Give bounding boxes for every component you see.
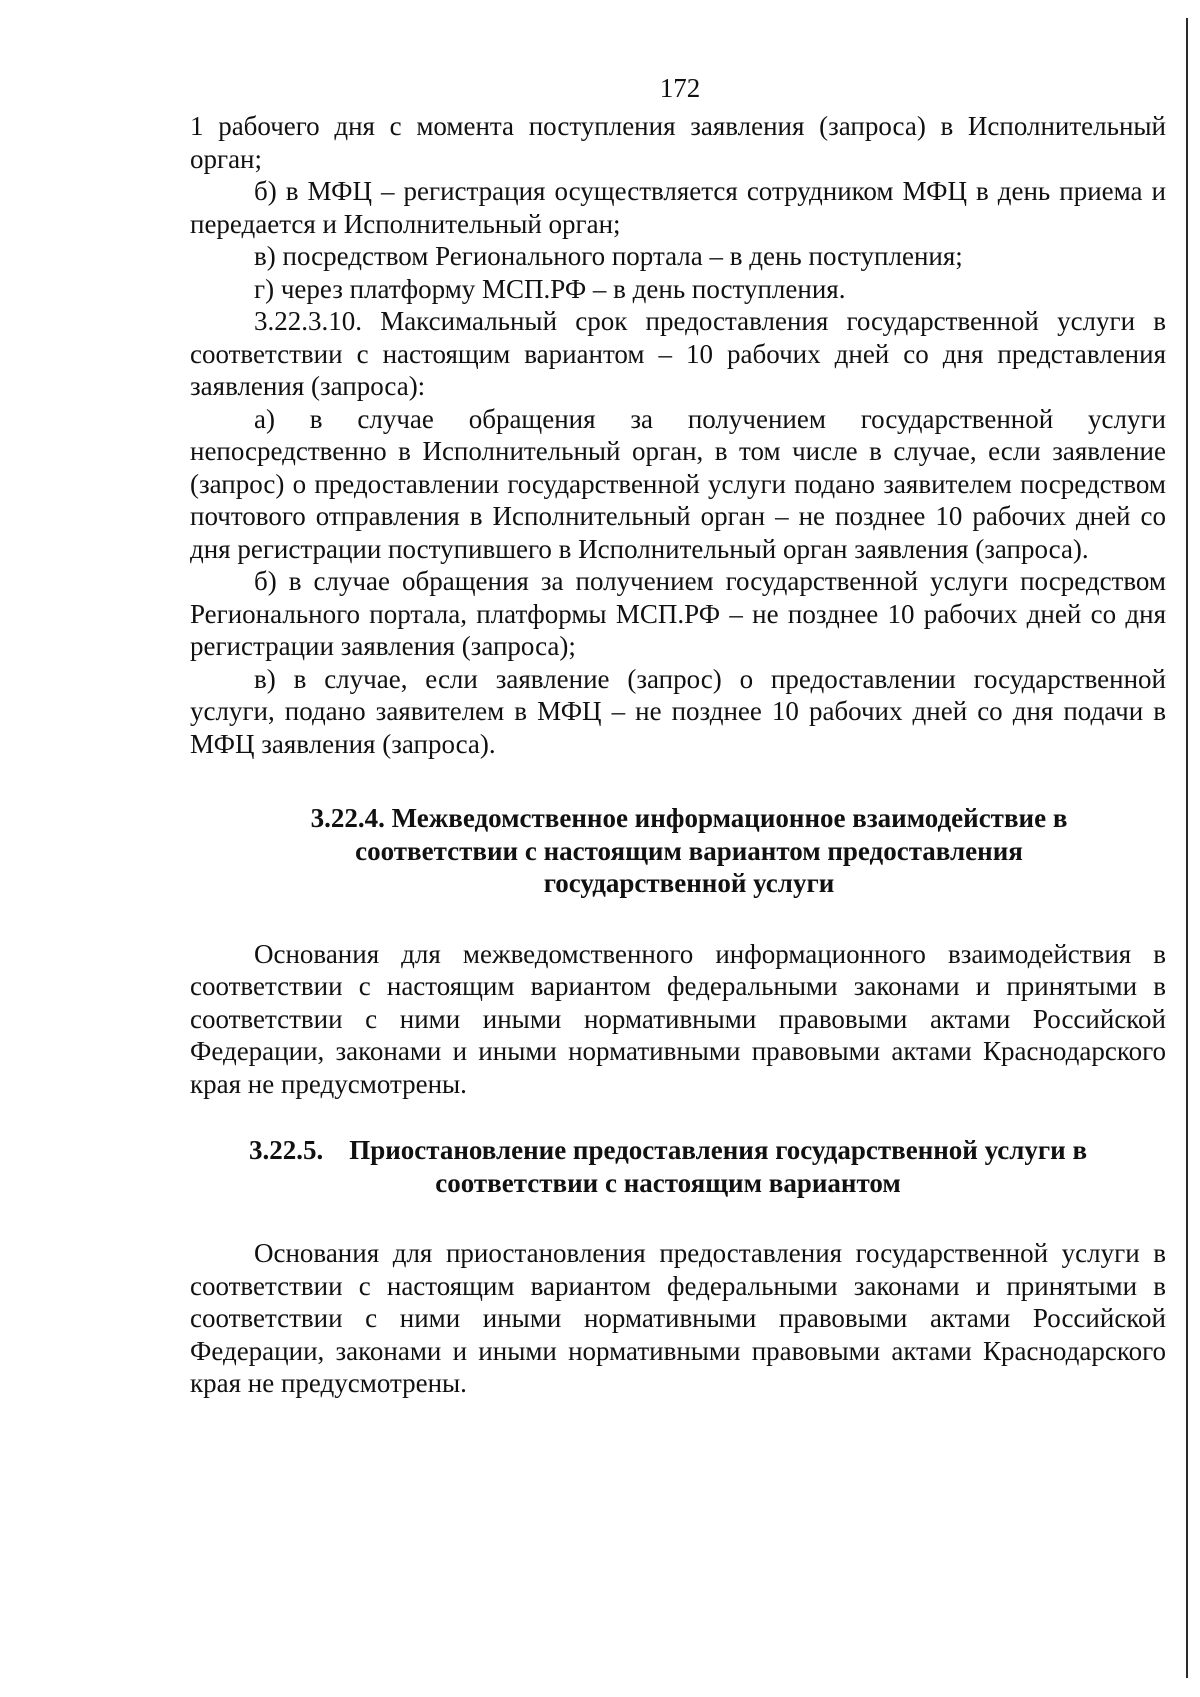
clause-item-b: б) в случае обращения за получением государственной услуги посредством Регионального портала, платформы МСП.РФ – не позднее 10 рабочих дней со дня регистрации заявления (запроса); <box>190 566 1166 661</box>
document-body <box>190 110 1166 1400</box>
clause-item-v: в) в случае, если заявление (запрос) о предоставлении государственной услуги, подано заявителем в МФЦ – не позднее 10 рабочих дней со дня подачи в МФЦ заявления (запроса). <box>190 663 1166 759</box>
section-title: Приостановление предоставления государственной услуги в соответствии с настоящим вариантом <box>349 1135 1088 1198</box>
list-item-v-portal: в) посредством Регионального портала – в день поступления; <box>254 241 963 271</box>
list-item-b-mfc: б) в МФЦ – регистрация осуществляется сотрудником МФЦ в день приема и передается и Исполнительный орган; <box>190 176 1166 239</box>
section-text-3-22-4: Основания для межведомственного информационного взаимодействия в соответствии с настоящим вариантом федеральными законами и принятыми в соответствии с ними иными нормативными правовыми актами Российской Федерации, законами и иными нормативными правовыми актами Краснодарского края не предусмотрены. <box>190 938 1166 1099</box>
section-heading-3-22-4: 3.22.4. Межведомственное информационное взаимодействие в соответствии с настоящим вариантом предоставления государственной услуги <box>310 803 1068 898</box>
page-number: 172 <box>659 73 701 103</box>
clause-item-a: а) в случае обращения за получением государственной услуги непосредственно в Исполнительный орган, в том числе в случае, если заявление (запрос) о предоставлении государственной услуги подано заявителем посредством почтового отправления в Исполнительный орган – не позднее 10 рабочих дней со дня регистрации поступившего в Исполнительный орган заявления (запроса). <box>190 403 1166 564</box>
section-heading-3-22-5 <box>190 1134 1166 1199</box>
page-edge-line <box>1186 18 1188 1678</box>
section-number: 3.22.5. <box>248 1135 324 1165</box>
section-text-3-22-5: Основания для приостановления предоставления государственной услуги в соответствии с настоящим вариантом федеральными законами и принятыми в соответствии с ними иными нормативными правовыми актами Российской Федерации, законами и иными нормативными правовыми актами Краснодарского края не предусмотрены. <box>190 1238 1166 1398</box>
list-item-g-msp: г) через платформу МСП.РФ – в день поступления. <box>254 273 846 304</box>
paragraph-continuation: 1 рабочего дня с момента поступления заявления (запроса) в Исполнительный орган; <box>190 111 1166 174</box>
clause-3-22-3-10: 3.22.3.10. Максимальный срок предоставления государственной услуги в соответствии с настоящим вариантом – 10 рабочих дней со дня представления заявления (запроса): <box>190 306 1166 401</box>
